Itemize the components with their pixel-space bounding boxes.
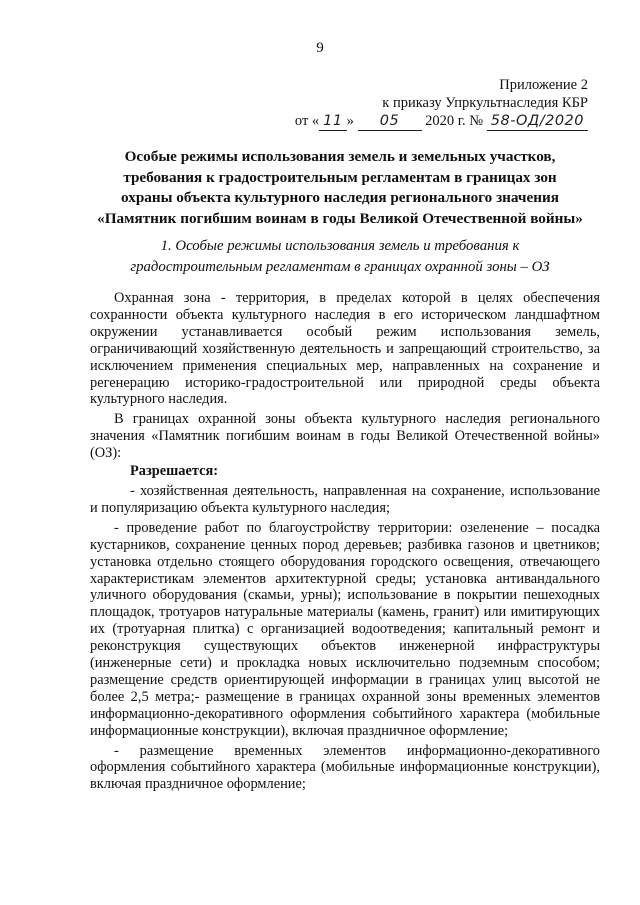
order-year: 2020 г. № [425, 113, 484, 129]
document-body [90, 290, 600, 793]
allowed-item-temporary-decoration: - размещение временных элементов информационно-декоративного оформления событийного характера (мобильные информационные конструкции), включая праздничное оформление; [90, 742, 600, 793]
order-month: 05 [358, 112, 422, 131]
title-line: «Памятник погибшим воинам в годы Великой Отечественной войны» [97, 209, 583, 227]
section-heading-line: 1. Особые режимы использования земель и требования к [160, 238, 520, 254]
section-heading [80, 236, 600, 278]
date-suffix: » [346, 113, 354, 129]
allowed-item-landscaping: - проведение работ по благоустройству территории: озеленение – посадка кустарников, сохранение ценных пород деревьев; разбивка газонов и цветников; установка отдельно стоящего оборудования городского освещения, отвечающего характеристикам элементов архитектурной среды; установка антивандального уличного оборудования (скамьи, урны); использование в покрытии пешеходных площадок, тротуаров натуральные материалы (камень, гранит) или имитирующих их (тротуарная плитка) с организацией водоотведения; капитальный ремонт и реконструкция существующих объектов инженерной инфраструктуры (инженерные сети) и прокладка новых исключительно подземным способом; размещение средств ориентирующей информации в границах улиц высотой не более 2,5 метра;- размещение в границах охранной зоны временных элементов информационно-декоративного оформления событийного характера (мобильные информационные конструкции), включая праздничное оформление; [90, 519, 600, 739]
order-day: 11 [319, 112, 346, 131]
title-line: Особые режимы использования земель и земельных участков, [124, 148, 556, 165]
allowed-heading: Разрешается: [130, 463, 219, 480]
paragraph-protection-zone: Охранная зона - территория, в пределах которой в целях обеспечения сохранности объекта культурного наследия в его историческом ландшафтном окружении устанавливается особый режим использования земель, ограничивающий хозяйственную деятельность и запрещающий строительство, за исключением применения специальных мер, направленных на сохранение и регенерацию историко-градостроительной или природной среды объекта культурного наследия. [90, 290, 600, 408]
allowed-item-economic-activity: - хозяйственная деятельность, направленная на сохранение, использование и популяризацию объекта культурного наследия; [90, 482, 600, 516]
document-title [60, 147, 620, 229]
order-date-line [295, 112, 588, 131]
order-number: 58-ОД/2020 [487, 112, 588, 131]
appendix-header [295, 76, 588, 131]
title-line: охраны объекта культурного наследия регионального значения [121, 189, 559, 206]
section-heading-line: градостроительным регламентам в границах охранной зоны – ОЗ [130, 259, 550, 275]
page-number: 9 [316, 40, 324, 56]
date-prefix: от « [294, 113, 320, 129]
appendix-label: Приложение 2 [499, 77, 588, 93]
paragraph-zone-boundaries: В границах охранной зоны объекта культурного наследия регионального значения «Памятник погибшим воинам в годы Великой Отечественной войны» (ОЗ): [90, 411, 600, 462]
title-line: требования к градостроительным регламентам в границах зон [123, 168, 557, 186]
order-reference: к приказу Упркультнаследия КБР [382, 95, 588, 111]
